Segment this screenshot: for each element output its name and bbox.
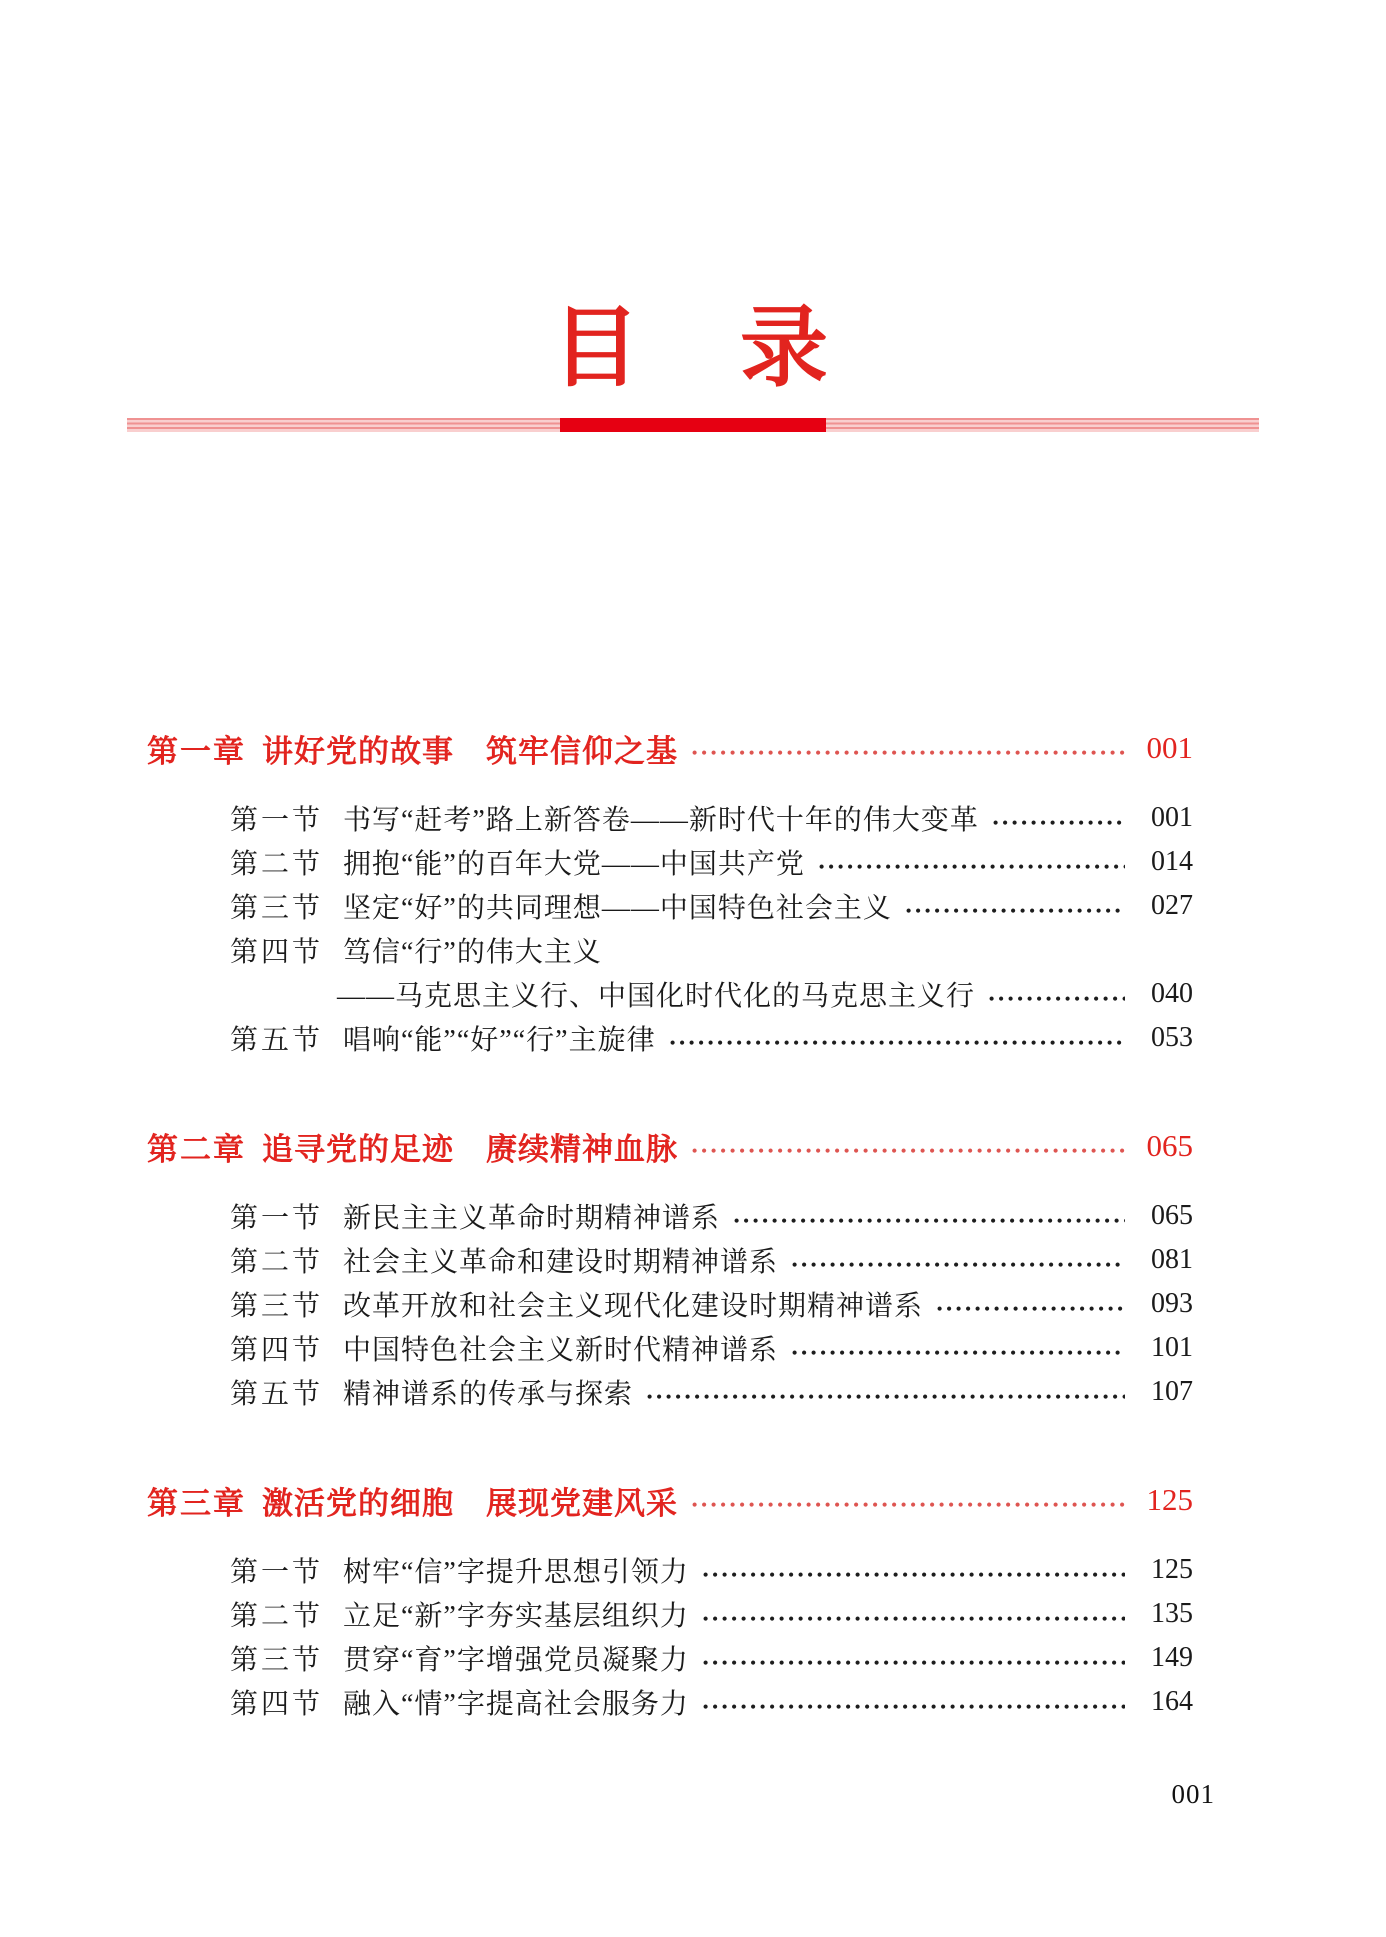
section-title: 中国特色社会主义新时代精神谱系 xyxy=(343,1335,779,1366)
chapter-sections xyxy=(147,796,1193,1060)
dot-leader xyxy=(692,750,1125,756)
section-label: 第一节 xyxy=(230,805,324,836)
chapter-page-number: 065 xyxy=(1146,1128,1193,1163)
section-row xyxy=(147,884,1193,928)
section-page-number: 001 xyxy=(1151,802,1193,833)
section-label: 第二节 xyxy=(230,1247,324,1278)
toc-section xyxy=(147,1636,1193,1680)
section-page-number: 053 xyxy=(1151,1022,1193,1053)
section-title: 立足“新”字夯实基层组织力 xyxy=(343,1601,689,1632)
section-page-number: 149 xyxy=(1151,1642,1193,1673)
dot-leader xyxy=(937,1306,1125,1312)
title-divider xyxy=(127,418,1259,432)
section-label: 第四节 xyxy=(230,1335,324,1366)
dot-leader xyxy=(906,908,1125,914)
toc-section xyxy=(147,1194,1193,1238)
toc-section xyxy=(147,1282,1193,1326)
section-title: 改革开放和社会主义现代化建设时期精神谱系 xyxy=(343,1291,924,1322)
section-page-number: 164 xyxy=(1151,1686,1193,1717)
chapter-title: 讲好党的故事 筑牢信仰之基 xyxy=(262,733,678,769)
section-row xyxy=(147,1238,1193,1282)
chapter-title: 追寻党的足迹 赓续精神血脉 xyxy=(262,1131,678,1167)
dot-leader xyxy=(703,1616,1125,1622)
dot-leader xyxy=(993,820,1125,826)
chapter-page-number: 001 xyxy=(1146,730,1193,765)
section-row xyxy=(147,1326,1193,1370)
dot-leader xyxy=(703,1704,1125,1710)
section-page-number: 135 xyxy=(1151,1598,1193,1629)
section-row xyxy=(147,1636,1193,1680)
section-row xyxy=(147,928,1193,972)
section-row xyxy=(147,1548,1193,1592)
toc-section xyxy=(147,796,1193,840)
toc-chapter xyxy=(147,726,1193,1060)
section-title: 拥抱“能”的百年大党——中国共产党 xyxy=(343,849,805,880)
chapter-row xyxy=(147,1124,1193,1168)
section-page-number: 107 xyxy=(1151,1376,1193,1407)
dot-leader xyxy=(647,1394,1125,1400)
chapter-page-number: 125 xyxy=(1146,1482,1193,1517)
section-title: 贯穿“育”字增强党员凝聚力 xyxy=(343,1645,689,1676)
section-title: 融入“情”字提高社会服务力 xyxy=(343,1689,689,1720)
section-row xyxy=(147,1282,1193,1326)
section-page-number: 014 xyxy=(1151,846,1193,877)
chapter-label: 第一章 xyxy=(147,733,246,769)
toc-section xyxy=(147,928,1193,1016)
section-label: 第三节 xyxy=(230,893,324,924)
section-row xyxy=(147,796,1193,840)
section-page-number: 081 xyxy=(1151,1244,1193,1275)
dot-leader xyxy=(692,1148,1125,1154)
chapter-sections xyxy=(147,1194,1193,1414)
section-label: 第二节 xyxy=(230,849,324,880)
section-label: 第一节 xyxy=(230,1557,324,1588)
toc-chapter xyxy=(147,1124,1193,1414)
toc-section xyxy=(147,1548,1193,1592)
section-title: 树牢“信”字提升思想引领力 xyxy=(343,1557,689,1588)
dot-leader xyxy=(692,1502,1125,1508)
section-row xyxy=(147,1194,1193,1238)
chapter-title: 激活党的细胞 展现党建风采 xyxy=(262,1485,678,1521)
dot-leader xyxy=(792,1262,1125,1268)
toc-section xyxy=(147,1016,1193,1060)
section-title: 社会主义革命和建设时期精神谱系 xyxy=(343,1247,779,1278)
toc-list xyxy=(0,726,1386,1724)
dot-leader xyxy=(819,864,1125,870)
toc-section xyxy=(147,1592,1193,1636)
section-title: 笃信“行”的伟大主义 xyxy=(343,937,602,968)
dot-leader xyxy=(670,1040,1125,1046)
title-divider-accent xyxy=(560,418,826,432)
section-row xyxy=(147,1592,1193,1636)
section-row xyxy=(147,1680,1193,1724)
dot-leader xyxy=(703,1660,1125,1666)
chapter-row xyxy=(147,1478,1193,1522)
section-label: 第四节 xyxy=(230,937,324,968)
section-title: 精神谱系的传承与探索 xyxy=(343,1379,634,1410)
chapter-label: 第三章 xyxy=(147,1485,246,1521)
toc-section xyxy=(147,840,1193,884)
section-row xyxy=(147,1016,1193,1060)
chapter-label: 第二章 xyxy=(147,1131,246,1167)
section-title: 唱响“能”“好”“行”主旋律 xyxy=(343,1025,656,1056)
dot-leader xyxy=(792,1350,1125,1356)
section-label: 第五节 xyxy=(230,1379,324,1410)
section-page-number: 101 xyxy=(1151,1332,1193,1363)
section-title: 书写“赶考”路上新答卷——新时代十年的伟大变革 xyxy=(343,805,979,836)
section-label: 第三节 xyxy=(230,1645,324,1676)
section-page-number: 040 xyxy=(1151,978,1193,1009)
section-title: 新民主主义革命时期精神谱系 xyxy=(343,1203,721,1234)
toc-section xyxy=(147,1238,1193,1282)
section-row xyxy=(147,1370,1193,1414)
section-page-number: 125 xyxy=(1151,1554,1193,1585)
section-continuation-title: ——马克思主义行、中国化时代化的马克思主义行 xyxy=(337,981,976,1012)
section-label: 第四节 xyxy=(230,1689,324,1720)
section-page-number: 093 xyxy=(1151,1288,1193,1319)
page-title: 目 录 xyxy=(551,301,834,398)
toc-section xyxy=(147,1370,1193,1414)
section-row xyxy=(147,840,1193,884)
section-continuation-row xyxy=(147,972,1193,1016)
chapter-sections xyxy=(147,1548,1193,1724)
section-label: 第五节 xyxy=(230,1025,324,1056)
section-title: 坚定“好”的共同理想——中国特色社会主义 xyxy=(343,893,892,924)
section-label: 第一节 xyxy=(230,1203,324,1234)
section-page-number: 065 xyxy=(1151,1200,1193,1231)
dot-leader xyxy=(734,1218,1125,1224)
toc-section xyxy=(147,1680,1193,1724)
folio-number: 001 xyxy=(1171,1779,1215,1809)
dot-leader xyxy=(989,996,1125,1002)
toc-section xyxy=(147,884,1193,928)
section-label: 第二节 xyxy=(230,1601,324,1632)
chapter-row xyxy=(147,726,1193,770)
page-footer xyxy=(1172,1779,1216,1810)
section-page-number: 027 xyxy=(1151,890,1193,921)
toc-chapter xyxy=(147,1478,1193,1724)
section-label: 第三节 xyxy=(230,1291,324,1322)
toc-section xyxy=(147,1326,1193,1370)
dot-leader xyxy=(703,1572,1125,1578)
